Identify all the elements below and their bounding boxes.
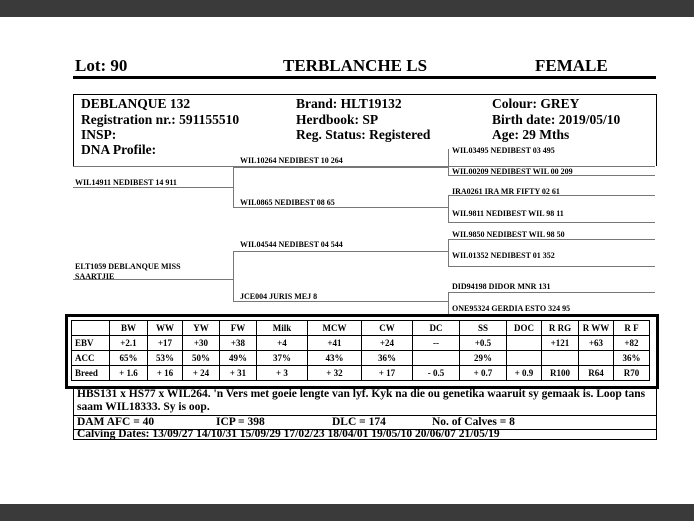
ebv-cell: +63 [579,336,614,351]
ss-line [233,167,448,168]
pedigree-sdd: WIL9811 NEDIBEST WIL 98 11 [452,209,564,218]
ebv-cell [413,351,460,366]
ebv-header-cell: DC [413,321,460,336]
dlc: DLC = 174 [332,416,386,428]
pedigree-dds: DID94198 DIDOR MNR 131 [452,282,551,291]
ebv-cell [507,351,542,366]
ebv-header-cell: BW [110,321,148,336]
ebv-header-cell [72,321,110,336]
ebv-header-row [72,321,650,336]
ebv-cell: 36% [614,351,650,366]
ebv-row-label: ACC [72,351,110,366]
ebv-row-label: Breed [72,366,110,381]
dd-bracket [448,292,449,314]
pedigree-sire-sire: WIL10264 NEDIBEST 10 264 [240,156,343,165]
ebv-header-cell: R WW [579,321,614,336]
dsd-line [448,266,655,267]
ds-bracket [448,239,449,267]
pedigree-ddd: ONE95324 GERDIA ESTO 324 95 [452,304,571,313]
ebv-cell: 65% [110,351,148,366]
sd-line [233,207,448,208]
ebv-cell [579,351,614,366]
ds-line [233,251,448,252]
icp: ICP = 398 [216,416,265,428]
ss-bracket [448,149,449,176]
ebv-cell: -- [413,336,460,351]
herdbook: Herdbook: SP [296,112,379,127]
dam-afc: DAM AFC = 40 [77,416,155,428]
pedigree-dam-sire: WIL04544 NEDIBEST 04 544 [240,240,343,249]
dd-line [233,301,448,302]
sd-bracket [448,195,449,223]
ebv-cell [542,351,579,366]
pedigree-dss: WIL9850 NEDIBEST WIL 98 50 [452,230,565,239]
ebv-cell: + 31 [220,366,257,381]
ebv-cell: +38 [220,336,257,351]
ebv-table [71,320,650,381]
ebv-header-cell: WW [148,321,183,336]
ebv-cell: +4 [257,336,308,351]
ebv-cell: 43% [308,351,362,366]
ebv-cell: +82 [614,336,650,351]
ebv-row-ebv [72,336,650,351]
owner-name: TERBLANCHE LS [283,56,428,75]
ebv-cell: + 3 [257,366,308,381]
ebv-cell: 53% [148,351,183,366]
comment-line-2: saam WIL18333. Sy is oop. [77,401,210,413]
ebv-cell: + 24 [183,366,220,381]
ebv-header-cell: YW [183,321,220,336]
ebv-cell: 49% [220,351,257,366]
ebv-cell: +41 [308,336,362,351]
ebv-cell: +0.5 [460,336,507,351]
comment-line-1: HBS131 x HS77 x WIL264. 'n Vers met goeie lengte van lyf. Kyk na die ou genetika waaruit sy gemaak is. Loop tans [77,388,646,400]
sex: FEMALE [535,56,608,75]
pedigree-ssd: WIL00209 NEDIBEST WIL 00 209 [452,167,573,176]
pedigree-dsd: WIL01352 NEDIBEST 01 352 [452,251,555,260]
ebv-cell: + 0.7 [460,366,507,381]
ebv-row-label: EBV [72,336,110,351]
ebv-header-cell: MCW [308,321,362,336]
ebv-cell: R70 [614,366,650,381]
ebv-header-cell: R RG [542,321,579,336]
ebv-row-acc [72,351,650,366]
ebv-row-breed [72,366,650,381]
ebv-cell: +121 [542,336,579,351]
ebv-header-cell: Milk [257,321,308,336]
pedigree-sds: IRA0261 IRA MR FIFTY 02 61 [452,187,560,196]
ebv-cell: +17 [148,336,183,351]
pedigree-dam: ELT1059 DEBLANQUE MISS SAARTJIE [75,262,181,281]
sire-line [73,187,233,188]
animal-info-box [73,94,657,166]
insp: INSP: [81,127,117,142]
brand: Brand: HLT19132 [296,96,402,111]
dna-profile: DNA Profile: [81,142,157,157]
catalogue-page [0,17,694,504]
registration-number: Registration nr.: 591155510 [81,112,240,127]
ebv-cell: + 16 [148,366,183,381]
pedigree-dam-dam: JCE004 JURIS MEJ 8 [240,292,318,301]
ebv-cell: 37% [257,351,308,366]
pedigree-sire: WIL14911 NEDIBEST 14 911 [75,178,177,187]
ebv-cell: +24 [362,336,413,351]
ebv-cell: R100 [542,366,579,381]
dam-bracket [233,251,234,302]
colour: Colour: GREY [492,96,580,111]
ebv-header-cell: R F [614,321,650,336]
calving-dates: Calving Dates: 13/09/27 14/10/31 15/09/29 17/02/23 18/04/01 19/05/10 20/06/07 21/05/19 [77,428,500,440]
ebv-cell: + 0.9 [507,366,542,381]
ebv-header-cell: DOC [507,321,542,336]
birth-date: Birth date: 2019/05/10 [492,112,621,127]
pedigree-sire-dam: WIL0865 NEDIBEST 08 65 [240,198,335,207]
ebv-cell: +30 [183,336,220,351]
ebv-header-cell: CW [362,321,413,336]
ebv-header-cell: SS [460,321,507,336]
ebv-header-cell: FW [220,321,257,336]
dss-line [448,239,655,240]
ebv-cell: R64 [579,366,614,381]
header-rule [73,76,656,79]
dds-line [448,292,655,293]
registration-status: Reg. Status: Registered [296,127,431,142]
ebv-cell: +2.1 [110,336,148,351]
ebv-cell [507,336,542,351]
ebv-cell: + 1.6 [110,366,148,381]
age: Age: 29 Mths [492,127,570,142]
ebv-cell: + 32 [308,366,362,381]
ebv-cell: 50% [183,351,220,366]
sire-bracket [233,167,234,208]
animal-name: DEBLANQUE 132 [81,96,191,111]
ebv-cell: 29% [460,351,507,366]
lot-number: Lot: 90 [75,56,128,75]
sdd-line [448,222,655,223]
ebv-cell: 36% [362,351,413,366]
notes-box [73,386,657,440]
ebv-table-frame [65,314,659,389]
pedigree-sss: WIL03495 NEDIBEST 03 495 [452,146,555,155]
number-of-calves: No. of Calves = 8 [432,416,515,428]
ebv-cell: + 17 [362,366,413,381]
ebv-cell: - 0.5 [413,366,460,381]
